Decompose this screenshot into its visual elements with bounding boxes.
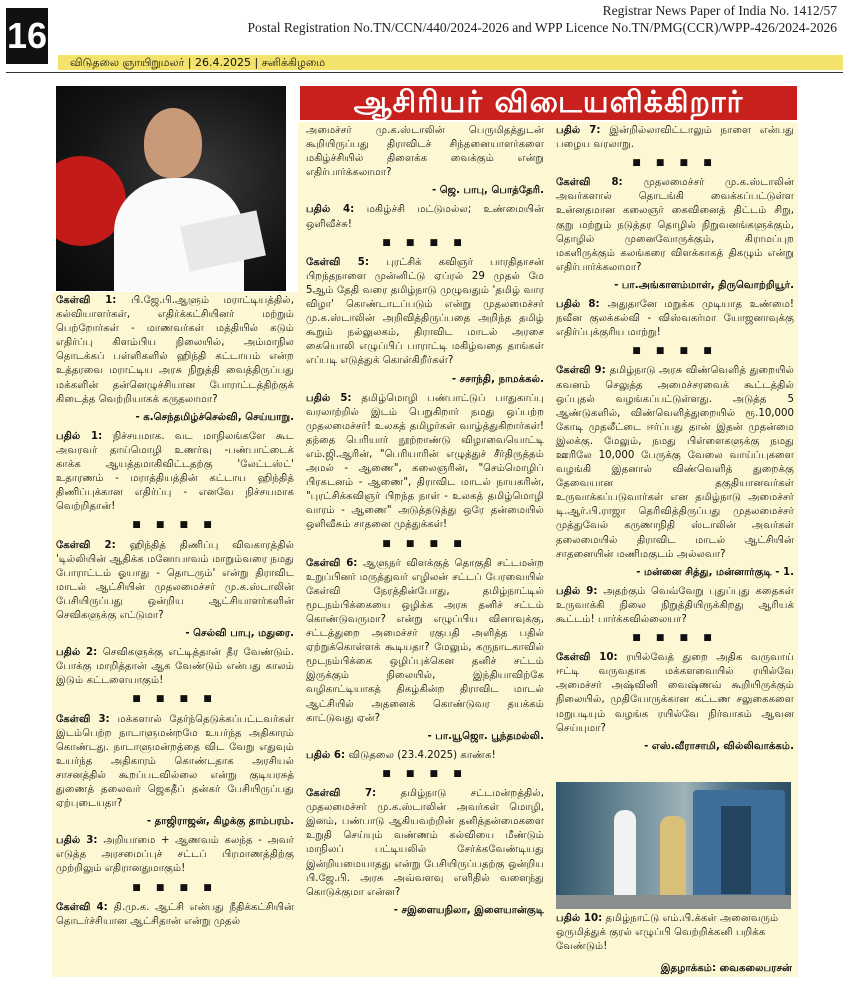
body-text: பி.ஜே.பி.ஆளும் மராட்டியத்தில், கல்வியாளர்கள், எதிர்க்கட்சியினர் மற்றும் பெற்றோர்கள் - மாணவர்கள் மத்தியில் கடும் எதிர்ப்பு கிளம்பிய நிலையில், அம்மாநில தொடக்கப் பள்ளிகளில் ஹிந்தி கட்டாயம் என்ற உத்தரவை மராட்டிய அரசு நிறுத்தி வைத்திருப்பது மக்களின் தன்னெழுச்சியான போராட்டத்திற்குக் கிடைத்த வெற்றியாகக் கருதலாமா? xyxy=(56,295,295,405)
question-label: கேள்வி 7: xyxy=(306,788,401,800)
body-text: தமிழ்நாடு சட்டமன்றத்தில், முதலமைச்சர் மு.க.ஸ்டாலின் அவர்கள் மொழி, இனம், பண்பாடு ஆகியவற்றின் தனித்தன்மைகளை உறுதி செய்யும் வண்ணம் கல்வியை மீண்டும் மாநிலப் பட்டியலில் சேர்க்கவேண்டியது இன்றியமையாதது என்று பேசியிருப்பதற்கு ஒன்றிய பி.ஜே.பி. அரசு அவ்வளவு எளிதில் வளைந்து கொடுக்குமா என்ன? xyxy=(306,788,544,898)
answer-label: பதில் 9: xyxy=(556,585,604,597)
answer-label: பதில் 8: xyxy=(556,299,608,311)
column-2 xyxy=(306,124,544,923)
body-text: தமிழ்நாடு அரசு விண்வெளித் துறையில் கவனம் செலுத்த அமைச்சரவைக் கூட்டத்தில் ஒப்புதல் வழங்கப்பட்டுள்ளது. அடுத்த 5 ஆண்டுகளில், விண்வெளித்துறையில் ரூ.10,000 கோடி முதலீட்டை ஈர்ப்பது தான் இதன் முதன்மை இலக்கு. மேலும், நமது பிள்ளைகளுக்கு நமது ஊரிலே 10,000 பேருக்கு வேலை வாய்ப்புகளை வழங்கி இதனால் விண்வெளித் துறைக்கு தேவையான தகுதியானவர்கள் உருவாக்கப்படுவார்கள் என தமிழ்நாடு அமைச்சர் டி.ஆர்.பி.ராஜா தெரிவித்திருப்பது முதலமைச்சர் முத்துவேல் கருணாநிதி ஸ்டாலின் அவர்கள் தலைமையில் திராவிட மாடல் ஆட்சியின் சாதனையின் மணிமகுடம் அல்லவா? xyxy=(556,365,794,560)
reader-signature: - மன்னை சித்து, மன்னார்குடி - 1. xyxy=(636,566,794,578)
answer-label: பதில் 6: xyxy=(306,749,349,761)
section-separator: ■ ■ ■ ■ xyxy=(132,694,218,705)
platform-floor xyxy=(556,895,791,909)
body-text: அதுதானே மறுக்க முடியாத உண்மை! நவீன குலக்கல்வி - விஸ்வகர்மா யோஜனாவுக்கு எதிர்ப்புக்குரிய மாற்று! xyxy=(556,299,794,339)
section-separator: ■ ■ ■ ■ xyxy=(382,237,468,248)
body-text: மகிழ்ச்சி மட்டுமல்ல; உண்மையின் ஒளிவீச்சு! xyxy=(306,204,544,230)
train-photo xyxy=(556,782,791,909)
headline: ஆசிரியர் விடையளிக்கிறார் xyxy=(300,86,797,120)
body-text: செவிகளுக்கு எட்டித்தான் தீர வேண்டும். போக்கு மாறித்தான் ஆக வேண்டும் என்பது காலம் இடும் கட்டளையாகும்! xyxy=(56,647,295,687)
body-text: அறியாமை + ஆணவம் கலந்த - அவர் எடுத்த அரசமைப்புச் சட்டப் பிரமாணத்திற்கு முற்றிலும் எதிரானதுமாகும்! xyxy=(56,835,294,875)
body-text: ரயில்வேத் துறை அதிக வருவாய் ஈட்டி வருவதாக மக்களவையில் ரயில்வே அமைச்சர் அஷ்வினி வைஷ்ணவ் கூறியிருக்கும் நிலையில், முதியோருக்கான கட்டண சலுகைகளை மறுபடியும் வழங்க ரயில்வே நிர்வாகம் ஆவன செய்யுமா? xyxy=(556,652,794,734)
section-separator: ■ ■ ■ ■ xyxy=(632,633,718,644)
body-text: தமிழ்மொழி பண்பாட்டுப் பாதுகாப்பு வரலாற்றில் இடம் பெறுகிறார் நமது ஒப்பற்ற முதலமைச்சர்! உலகத் தமிழர்கள் வாழ்த்துகிறார்கள்! தந்தை பெரியார் நூற்றாண்டு விழாவையொட்டி எம்.ஜி.ஆரின், "பெரியாரின் எழுத்துச் சீர்திருத்தம் அமல் - ஆணை", கலைஞரின், "செம்மொழிப் பிரகடனம் - ஆணை", திராவிட மாடல் நாயகரின், "புரட்சிக்கவிஞர் பிறந்த நாள் - உலகத் தமிழ்மொழி வாரம் - ஆணை" அடுத்தடுத்து ஒரே தன்மையில் ஒளிவீசும் சாதனை முத்துக்கள்! xyxy=(306,392,544,531)
column-1 xyxy=(56,294,294,933)
section-separator: ■ ■ ■ ■ xyxy=(632,158,718,169)
question-label: கேள்வி 2: xyxy=(56,539,130,551)
question-continued xyxy=(306,124,544,180)
answer-block xyxy=(306,203,544,231)
answer-block xyxy=(56,430,294,515)
train-door xyxy=(721,806,751,894)
section-separator: ■ ■ ■ ■ xyxy=(632,346,718,357)
question-block xyxy=(56,713,294,812)
reader-signature: - செல்வி பாபு, மதுரை. xyxy=(185,628,294,640)
answer-block xyxy=(56,646,294,688)
section-separator: ■ ■ ■ ■ xyxy=(132,882,218,893)
reader-signature: - பா.அங்காளம்மாள், திருவொற்றியூர். xyxy=(614,279,794,291)
question-label: கேள்வி 3: xyxy=(56,713,118,725)
answer-block xyxy=(56,834,294,876)
question-block xyxy=(306,787,544,900)
passenger-elderly-man xyxy=(614,810,636,896)
question-label: கேள்வி 1: xyxy=(56,295,131,306)
reader-signature: - க.செந்தமிழ்ச்செல்வி, செய்யாறு. xyxy=(135,411,294,423)
caption-label: பதில் 10: xyxy=(556,913,603,924)
passenger-elderly-woman xyxy=(660,816,686,896)
reader-signature: - சசாந்தி, நாமக்கல். xyxy=(451,373,544,385)
reader-signature: - சஇளையநிலா, இளையான்குடி xyxy=(393,904,544,916)
body-text: நிச்சயமாக. வட மாநிலங்களே கூட அவரவர் தாய்மொழி உணர்வு -பண்பாட்டைக் காக்க ஆயத்தமாகிவிட்டதற்கு 'லேட்டஸ்ட்' உதாரணம் - மராத்தியத்தின் கட்டாய ஹிந்தித் திணிப்புக்கான எதிர்ப்பு - எனவே நிச்சயமாக வெற்றிதான்! xyxy=(56,430,295,513)
section-separator: ■ ■ ■ ■ xyxy=(382,768,468,779)
question-block xyxy=(306,557,544,726)
photo-caption xyxy=(556,912,791,954)
body-text: முதலமைச்சர் மு.க.ஸ்டாலின் அவர்களால் தொடங்கி வைக்கப்பட்டுள்ள உன்னதமான கலைஞர் கைவினைத் திட்டம் சிறு, குறு மற்றும் நடுத்தர தொழில் நிறுவனங்களுக்கும், தொழில் முனைவோருக்கும், கிராமப்புற மகளிருக்கும் கலங்கரை விளக்காகத் திகழும் என்று எதிர்பார்க்கலாமா? xyxy=(556,177,794,273)
section-separator: ■ ■ ■ ■ xyxy=(382,538,468,549)
question-block xyxy=(306,256,544,369)
registrar-line: Registrar News Paper of India No. 1412/57 xyxy=(602,3,837,18)
answer-block xyxy=(306,392,544,533)
column-3 xyxy=(556,124,794,759)
registration-info xyxy=(248,2,837,36)
answer-label: பதில் 3: xyxy=(56,835,104,847)
body-text: விடுதலை (23.4.2025) காண்க! xyxy=(348,749,496,761)
body-text: தி.மு.க. ஆட்சி என்பது நீதிக்கட்சியின் தொடர்ச்சியான ஆட்சிதான் என்று முதல் xyxy=(56,901,294,927)
reader-signature: - தாஜிராஜன், கிழக்கு தாம்பரம். xyxy=(146,816,294,828)
question-label: கேள்வி 10: xyxy=(556,652,627,664)
question-label: கேள்வி 5: xyxy=(306,256,387,268)
reader-signature: - பா.யூஜொ. பூந்தமல்லி. xyxy=(427,730,544,742)
question-label: கேள்வி 8: xyxy=(556,177,644,189)
body-text: ஹிந்தித் திணிப்பு விவகாரத்தில் 'டில்லியின் ஆதிக்க மனோபாவம் மாறும்வரை நமது போராட்டம் ஓயாது - தொடரும்' என்று திராவிட மாடல் ஆட்சியின் முதலமைச்சர் மு.க.ஸ்டாலின் பேசியிருப்பது ஒன்றிய ஆட்சியாளர்களின் செவிகளுக்கு எட்டுமா? xyxy=(56,539,294,621)
issue-subtitle: விடுதலை ஞாயிறுமலர் | 26.4.2025 | சனிக்கிழமை xyxy=(58,55,843,70)
answer-label: பதில் 1: xyxy=(56,430,113,442)
reader-signature: - எஸ்.வீராசாமி, வில்லிவாக்கம். xyxy=(644,740,794,752)
page-number: 16 xyxy=(6,8,48,64)
body-text: மக்களால் தேர்ந்தெடுக்கப்பட்டவர்கள் இடம்பெற்ற நாடாளுமன்றமே உயர்ந்த அதிகாரம் கொண்டது. நாடாளுமன்றத்தை விட வேறு எதுவும் உயர்ந்த அதிகாரம் கொண்டதாக அரசியல் சாசனத்தில் கூறப்படவில்லை என்று குடியரசுத் துணைத் தலைவர் ஜெகதீப் தன்கர் பேசியிருப்பது ஏற்புடையதா? xyxy=(56,713,294,810)
author-photo xyxy=(56,86,286,291)
credit-line: இதழாக்கம்: வைகலைபரசன் xyxy=(660,963,792,974)
question-block xyxy=(556,651,794,736)
body-text: அமைச்சர் மு.க.ஸ்டாலின் பெருமிதத்துடன் கூறியிருப்பது திராவிடச் சிந்தனையாளர்களை மகிழ்ச்சியில் திளைக்க வைக்கும் என்று எதிர்பார்க்கலாமா? xyxy=(306,125,544,179)
body-text: இன்றில்லாவிட்டாலும் நாளை என்பது பழைய வரலாறு. xyxy=(556,125,794,151)
question-label: கேள்வி 6: xyxy=(306,557,364,569)
body-text: புரட்சிக் கவிஞர் பாரதிதாசன் பிறந்தநாளை முன்னிட்டு ஏப்ரல் 29 முதல் மே 5ஆம் தேதி வரை தமிழ்நாடு முழுவதும் 'தமிழ் வார விழா' கொண்டாடப்படும் என்று முதலமைச்சர் மு.க.ஸ்டாலின் அறிவித்திருப்பதை அறிந்த தமிழ் கூறும் நல்லுலகம், திராவிட மாடல் அரசை கையொலி எழுப்பிப் பாராட்டி மகிழ்வதை தாங்கள் எப்படி எடுத்துக் கொள்கிறீர்கள்? xyxy=(306,256,544,367)
question-block xyxy=(56,294,294,407)
answer-block xyxy=(306,749,544,763)
answer-label: பதில் 2: xyxy=(56,647,103,659)
answer-block xyxy=(556,585,794,627)
question-block xyxy=(56,901,294,929)
photo-figure-head xyxy=(144,108,202,178)
question-block xyxy=(556,176,794,275)
answer-label: பதில் 4: xyxy=(306,204,367,216)
question-label: கேள்வி 4: xyxy=(56,901,114,913)
body-text: அதற்கும் வெவ்வேறு புதுப்புது கதைகள் உருவாக்கி நிலை நிறுத்தியிருக்கிறது ஆரியக் கூட்டம்! பார்க்கவில்லையா? xyxy=(556,585,794,625)
answer-label: பதில் 5: xyxy=(306,392,362,404)
postal-line: Postal Registration No.TN/CCN/440/2024-2026 and WPP Licence No.TN/PMG(CCR)/WPP-426/2024-2026 xyxy=(247,20,837,35)
question-block xyxy=(56,539,294,624)
section-separator: ■ ■ ■ ■ xyxy=(132,520,218,531)
answer-block xyxy=(556,298,794,340)
question-block xyxy=(556,364,794,561)
question-label: கேள்வி 9: xyxy=(556,365,610,377)
answer-block xyxy=(556,124,794,152)
caption-text: தமிழ்நாட்டு எம்.பி.க்கள் அனைவரும் ஒருமித்துக் குரல் எழுப்பி வெற்றிக்கனி பறிக்க வேண்டும்! xyxy=(556,913,779,952)
top-divider xyxy=(6,72,843,73)
reader-signature: - ஜெ. பாபு, பொத்தேரி. xyxy=(431,185,544,197)
body-text: ஆளுநர் விளக்குத் தொகுதி சட்டமன்ற உறுப்பினர் மருத்துவர் எழிலன் சட்டப் பேரவையில் கேள்வி நேரத்தின்போது, தமிழ்நாட்டில் மூடநம்பிக்கையை ஒழிக்க அரசு தனிச் சட்டம் கொண்டுவருமா? என்று எழுப்பிய வினாவுக்கு, சட்டத்துறை அமைச்சர் ரகுபதி அளித்த பதில் ஏற்றுக்கொள்ளக் கூடியதா? மேலும், கருநாடகாவில் மூடநம்பிக்கை ஒழிப்புக்கென தனிச் சட்டம் இருக்கும் நிலையில், இந்தியாவிற்கே வழிகாட்டியாகத் திகழ்கின்ற திராவிட மாடல் ஆட்சியில் அதனைக் கொண்டுவர தயக்கம் காட்டுவது ஏன்? xyxy=(306,557,544,724)
answer-label: பதில் 7: xyxy=(556,125,610,136)
